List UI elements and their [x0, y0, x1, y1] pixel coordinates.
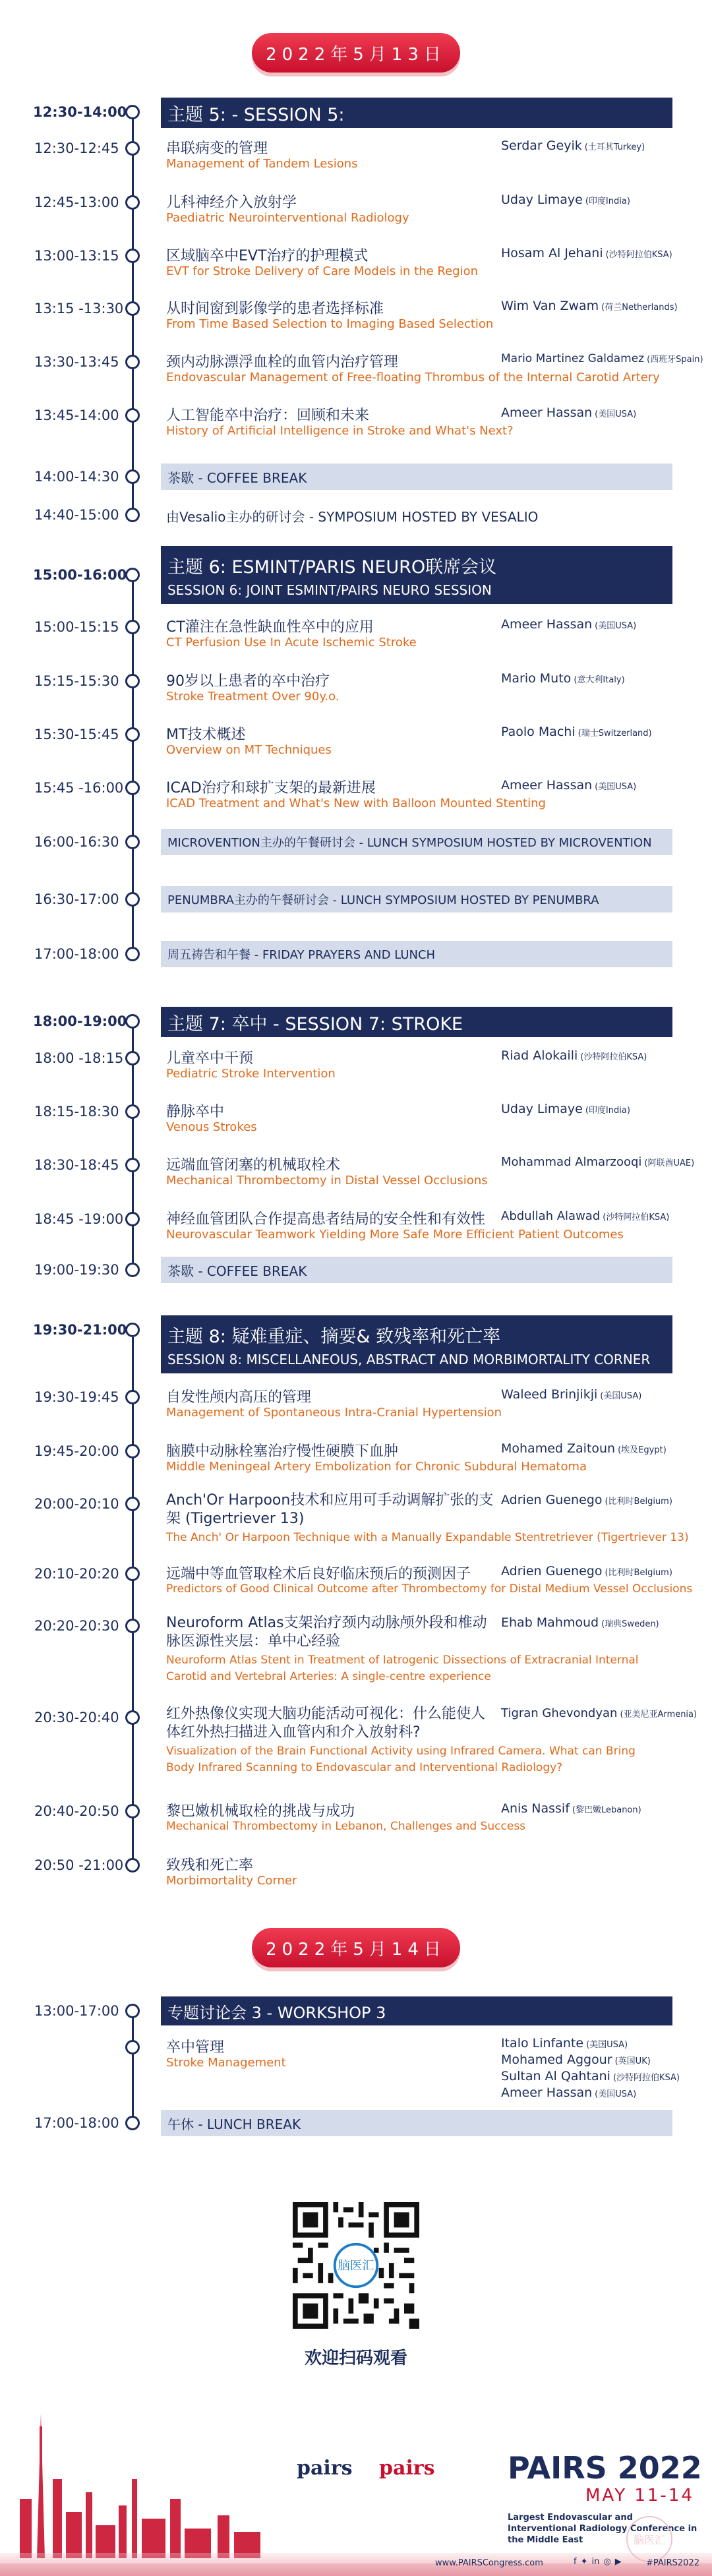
talk-title-en: ICAD Treatment and What's New with Balloon Mounted Stenting — [166, 796, 546, 810]
session-subtitle: SESSION 8: MISCELLANEOUS, ABSTRACT AND MORBIMORTALITY CORNER — [167, 1351, 651, 1367]
break-time: 14:00-14:30 — [34, 469, 119, 485]
prayer-bar: 周五祷告和午餐 - FRIDAY PRAYERS AND LUNCH — [161, 941, 672, 967]
talk-time: 20:10-20:20 — [34, 1566, 119, 1582]
timeline-dot — [125, 1710, 140, 1725]
talk-time: 20:30-20:40 — [34, 1710, 119, 1725]
timeline-dot — [125, 1263, 140, 1277]
qr-caption: 欢迎扫码观看 — [304, 2349, 407, 2368]
talk-time: 18:30-18:45 — [34, 1157, 119, 1173]
speaker-country: (美国USA) — [586, 2040, 628, 2050]
timeline-dot — [125, 892, 140, 907]
brand-tagline: Largest Endovascular and Interventional Radiology Conference in the Middle East — [508, 2513, 697, 2545]
brand-title: PAIRS 2022 — [508, 2450, 702, 2486]
talk-title-zh: 远端中等血管取栓术后良好临床预后的预测因子 — [166, 1566, 471, 1582]
speaker — [501, 1801, 641, 1816]
speaker-country: (比利时Belgium) — [605, 1568, 672, 1578]
speaker — [501, 138, 645, 153]
talk-title-en: Stroke Treatment Over 90y.o. — [166, 690, 340, 704]
speaker-name: Abdullah Alawad — [501, 1209, 601, 1223]
talk-time: 18:45 -19:00 — [34, 1211, 124, 1227]
timeline-dot — [125, 1051, 140, 1065]
twitter-icon[interactable]: ✦ — [580, 2557, 588, 2567]
website-link[interactable]: www.PAIRSCongress.com — [435, 2558, 543, 2568]
speaker-country: (英国UK) — [614, 2056, 651, 2066]
session-subtitle: SESSION 6: JOINT ESMINT/PAIRS NEURO SESSION — [167, 582, 492, 598]
facebook-icon[interactable]: f — [574, 2557, 577, 2567]
speaker — [501, 405, 636, 420]
speaker — [501, 2085, 636, 2100]
talk-title-zh: 致残和死亡率 — [166, 1857, 254, 1874]
speaker-name: Uday Limaye — [501, 193, 583, 207]
talk-title-en: Management of Spontaneous Intra-Cranial Hypertension — [166, 1406, 502, 1420]
talk-title-zh: 脑膜中动脉栓塞治疗慢性硬膜下血肿 — [166, 1443, 399, 1460]
date-pill-day1: 2022年5月13日 — [252, 33, 460, 73]
talk-time: 20:40-20:50 — [34, 1803, 119, 1819]
speaker-name: Mohamed Aggour — [501, 2052, 612, 2067]
workshop-header — [161, 1996, 672, 2025]
speaker-name: Ameer Hassan — [501, 778, 593, 793]
talk-time: 15:00-15:15 — [34, 619, 119, 635]
prayer-time: 17:00-18:00 — [34, 946, 119, 962]
talk-time: 15:30-15:45 — [34, 727, 119, 742]
timeline-dot — [125, 1497, 140, 1511]
timeline-dot — [125, 1104, 140, 1119]
lunch-time: 17:00-18:00 — [34, 2115, 119, 2131]
speaker-country: (印度India) — [585, 1106, 630, 1116]
speaker — [501, 617, 636, 632]
talk-time: 19:30-19:45 — [34, 1389, 119, 1405]
speaker-name: Riad Alokaili — [501, 1048, 578, 1063]
timeline-line — [132, 2011, 134, 2123]
talk-time: 15:15-15:30 — [34, 673, 119, 689]
coffee-break-bar: 茶歇 - COFFEE BREAK — [161, 1257, 672, 1283]
social-icons — [574, 2557, 622, 2567]
qr-center-label: 脑医汇 — [338, 2259, 374, 2273]
talk-title-zh: 儿科神经介入放射学 — [166, 195, 297, 211]
speaker-country: (亚美尼亚Armenia) — [620, 1710, 697, 1720]
hashtag: #PAIRS2022 — [646, 2558, 699, 2568]
speaker-country: (瑞士Switzerland) — [578, 729, 652, 738]
talk-title-en: EVT for Stroke Delivery of Care Models in the Region — [166, 264, 479, 278]
speaker-name: Sultan Al Qahtani — [501, 2069, 610, 2083]
speaker — [501, 1387, 641, 1402]
timeline-dot — [125, 620, 140, 634]
talk-title-en: CT Perfusion Use In Acute Ischemic Stroke — [166, 636, 417, 649]
talk-time: 20:20-20:30 — [34, 1618, 119, 1634]
session-title: 主题 7: 卒中 - SESSION 7: STROKE — [167, 1013, 463, 1034]
brand-dates: MAY 11-14 — [585, 2486, 694, 2505]
speaker-country: (沙特阿拉伯KSA) — [612, 2073, 680, 2083]
talk-time: 20:50 -21:00 — [34, 1857, 124, 1873]
talk-time: 13:30-13:45 — [34, 354, 119, 370]
timeline-line — [132, 112, 134, 521]
pairs-logo-2: pairs — [379, 2457, 435, 2480]
speaker-country: (埃及Egypt) — [618, 1445, 667, 1455]
speaker-country: (比利时Belgium) — [605, 1497, 672, 1507]
speaker-country: (沙特阿拉伯KSA) — [580, 1052, 647, 1062]
lunch-time: 16:00-16:30 — [34, 834, 119, 850]
lunch-break-bar: 午休 - LUNCH BREAK — [161, 2110, 672, 2136]
talk-title-en: Predictors of Good Clinical Outcome after Thrombectomy for Distal Medium Vessel Occlusions — [166, 1582, 693, 1596]
talk-title-zh: Neuroform Atlas支架治疗颈内动脉颅外段和椎动脉医源性夹层：单中心经验 — [166, 1615, 487, 1650]
speaker-country: (瑞典Sweden) — [601, 1619, 659, 1629]
talk-title-zh: 儿童卒中干预 — [166, 1050, 254, 1067]
speaker-country: (美国USA) — [600, 1391, 642, 1401]
speaker-country: (沙特阿拉伯KSA) — [605, 250, 672, 260]
date-pill-day2: 2022年5月14日 — [252, 1928, 460, 1967]
timeline-dot — [125, 835, 140, 849]
speaker — [501, 1048, 647, 1063]
session-header — [161, 1315, 672, 1373]
speaker — [501, 246, 672, 260]
speaker — [501, 1564, 672, 1578]
speaker — [501, 2069, 680, 2083]
talk-title-zh: ICAD治疗和球扩支架的最新进展 — [166, 780, 376, 796]
speaker-name: Italo Linfante — [501, 2036, 584, 2051]
speaker — [501, 299, 678, 313]
speaker-name: Mario Muto — [501, 671, 572, 686]
speaker-country: (意大利Italy) — [574, 675, 625, 685]
speaker-name: Paolo Machi — [501, 725, 576, 739]
timeline-dot — [125, 1323, 140, 1337]
speaker-country: (美国USA) — [595, 2089, 637, 2099]
talk-title-en: Endovascular Management of Free-floating Thrombus of the Internal Carotid Artery — [166, 371, 660, 384]
speaker — [501, 1706, 697, 1720]
talk-title-en: Neuroform Atlas Stent in Treatment of Iatrogenic Dissections of Extracranial Internal Carotid and Vertebral Arteries: A single-centre experience — [166, 1654, 639, 1683]
talk-title-zh: 区域脑卒中EVT治疗的护理模式 — [166, 248, 369, 264]
qr-code-graphic — [293, 2202, 419, 2329]
talk-title-en: From Time Based Selection to Imaging Based Selection — [166, 317, 494, 331]
timeline-dot — [125, 2004, 140, 2018]
session-time: 15:00-16:00 — [33, 567, 127, 583]
break-time: 19:00-19:30 — [34, 1262, 119, 1278]
speaker — [501, 193, 630, 207]
pairs-logo-1: pairs — [297, 2457, 353, 2480]
speaker-name: Ehab Mahmoud — [501, 1615, 599, 1630]
speaker-country: (土耳其Turkey) — [584, 142, 645, 152]
lunch-symposium-bar: PENUMBRA主办的午餐研讨会 - LUNCH SYMPOSIUM HOSTED BY PENUMBRA — [161, 886, 672, 913]
timeline-dot — [125, 1390, 140, 1404]
talk-time: 18:00 -18:15 — [34, 1050, 124, 1066]
speaker-country: (沙特阿拉伯KSA) — [603, 1213, 670, 1222]
watermark-badge: 脑医汇 — [626, 2516, 672, 2562]
talk-title-zh: 颈内动脉漂浮血栓的血管内治疗管理 — [166, 354, 399, 371]
talk-title-zh: 黎巴嫩机械取栓的挑战与成功 — [166, 1803, 355, 1820]
speaker-name: Ameer Hassan — [501, 617, 593, 632]
footer — [0, 2400, 712, 2576]
speaker — [501, 1615, 659, 1630]
talk-time: 15:45 -16:00 — [34, 780, 124, 796]
speaker-name: Waleed Brinjikji — [501, 1387, 598, 1402]
speaker-name: Anis Nassif — [501, 1801, 570, 1816]
talk-title-en: Venous Strokes — [166, 1120, 257, 1134]
timeline-dot — [125, 674, 140, 688]
symposium-time: 14:40-15:00 — [34, 507, 119, 523]
talk-title-zh: Anch'Or Harpoon技术和应用可手动调解扩张的支架 (Tigertriever 13) — [166, 1492, 494, 1527]
talk-time: 13:00-13:15 — [34, 248, 119, 264]
speaker-name: Adrien Guenego — [501, 1493, 603, 1507]
session-title: 主题 6: ESMINT/PARIS NEURO联席会议 — [167, 556, 497, 578]
timeline-line — [132, 1337, 134, 1871]
talk-time: 12:30-12:45 — [34, 140, 119, 156]
speaker-name: Wim Van Zwam — [501, 299, 599, 313]
session-header — [161, 546, 672, 604]
timeline-dot — [125, 1567, 140, 1581]
instagram-icon[interactable]: ◎ — [603, 2557, 611, 2567]
lunch-time: 16:30-17:00 — [34, 891, 119, 907]
timeline-dot — [125, 355, 140, 369]
timeline-dot — [125, 1804, 140, 1818]
speaker — [501, 2036, 628, 2051]
speaker-name: Mario Martinez Galdamez — [501, 352, 645, 365]
timeline-dot — [125, 1444, 140, 1458]
session-title: 主题 8: 疑难重症、摘要& 致残率和死亡率 — [167, 1326, 501, 1347]
talk-title-en: Middle Meningeal Artery Embolization for Chronic Subdural Hematoma — [166, 1460, 587, 1474]
talk-title-en: Overview on MT Techniques — [166, 743, 332, 757]
speaker-country: (美国USA) — [595, 782, 637, 792]
talk-time: 13:15 -13:30 — [34, 301, 124, 316]
speaker-name: Ameer Hassan — [501, 2085, 593, 2100]
speaker — [501, 671, 625, 686]
talk-title-zh: 从时间窗到影像学的患者选择标准 — [166, 301, 384, 317]
talk-title-zh: 红外热像仪实现大脑功能活动可视化：什么能使人体红外热扫描进入血管内和介入放射科? — [166, 1706, 486, 1741]
talk-title-en: Visualization of the Brain Functional Activity using Infrared Camera. What can Bring Body Infrared Scanning to Endovascular and Interventional Radiology? — [166, 1745, 636, 1774]
linkedin-icon[interactable]: in — [591, 2557, 600, 2567]
talk-title-zh: 人工智能卒中治疗：回顾和未来 — [166, 407, 370, 424]
speaker — [501, 1155, 694, 1169]
lunch-symposium-bar: MICROVENTION主办的午餐研讨会 - LUNCH SYMPOSIUM HOSTED BY MICROVENTION — [161, 829, 672, 855]
speaker — [501, 1441, 667, 1456]
speaker — [501, 725, 652, 739]
talk-title-en: Mechanical Thrombectomy in Distal Vessel Occlusions — [166, 1174, 488, 1187]
timeline-dot — [125, 2040, 140, 2054]
talk-title-zh: 静脉卒中 — [166, 1104, 225, 1120]
speaker-country: (阿联酋UAE) — [644, 1158, 695, 1168]
speaker-country: (印度India) — [585, 196, 630, 206]
workshop-time: 13:00-17:00 — [34, 2003, 119, 2019]
talk-title-en: Neurovascular Teamwork Yielding More Safe More Efficient Patient Outcomes — [166, 1228, 624, 1242]
session-header — [161, 1007, 672, 1037]
talk-title-en: Paediatric Neurointerventional Radiology — [166, 211, 409, 225]
talk-title-zh: CT灌注在急性缺血性卒中的应用 — [166, 619, 374, 636]
talk-time: 13:45-14:00 — [34, 407, 119, 423]
talk-title-zh: 卒中管理 — [166, 2039, 225, 2056]
timeline-dot — [125, 408, 140, 423]
talk-title-en: Management of Tandem Lesions — [166, 157, 358, 171]
session-time: 19:30-21:00 — [33, 1322, 127, 1338]
speaker-name: Hosam Al Jehani — [501, 246, 603, 260]
session-time: 12:30-14:00 — [33, 104, 127, 120]
timeline-dot — [125, 1619, 140, 1633]
timeline-dot — [125, 469, 140, 484]
talk-title-en: History of Artificial Intelligence in Stroke and What's Next? — [166, 424, 514, 438]
qr-code[interactable] — [293, 2202, 419, 2329]
session-time: 18:00-19:00 — [33, 1013, 127, 1029]
speaker-name: Mohamed Zaitoun — [501, 1441, 616, 1456]
talk-title-zh: 串联病变的管理 — [166, 140, 268, 157]
talk-title-en: Morbimortality Corner — [166, 1874, 297, 1888]
speaker-name: Uday Limaye — [501, 1102, 583, 1116]
speaker — [501, 1102, 630, 1116]
talk-time: 19:45-20:00 — [34, 1443, 119, 1459]
speaker-country: (美国USA) — [595, 621, 637, 631]
speaker-name: Serdar Geyik — [501, 138, 582, 153]
talk-title-zh: 90岁以上患者的卒中治疗 — [166, 673, 330, 690]
talk-title-zh: 神经血管团队合作提高患者结局的安全性和有效性 — [166, 1211, 486, 1228]
timeline-dot — [125, 781, 140, 795]
timeline-dot — [125, 1014, 140, 1029]
symposium-label: 由Vesalio主办的研讨会 - SYMPOSIUM HOSTED BY VESALIO — [166, 509, 539, 525]
timeline-dot — [125, 568, 140, 582]
speaker-name: Tigran Ghevondyan — [501, 1706, 618, 1720]
timeline-dot — [125, 301, 140, 316]
speaker — [501, 778, 636, 793]
talk-title-zh: 远端血管闭塞的机械取栓术 — [166, 1157, 341, 1174]
talk-title-en: Mechanical Thrombectomy in Lebanon, Challenges and Success — [166, 1820, 526, 1833]
talk-title-zh: 自发性颅内高压的管理 — [166, 1389, 312, 1406]
timeline-dot — [125, 1858, 140, 1872]
speaker-country: (黎巴嫩Lebanon) — [572, 1805, 641, 1815]
timeline-dot — [125, 105, 140, 119]
talk-time: 20:00-20:10 — [34, 1496, 119, 1512]
timeline-dot — [125, 508, 140, 522]
speaker — [501, 1493, 672, 1507]
speaker-country: (荷兰Netherlands) — [601, 303, 678, 313]
speaker-name: Ameer Hassan — [501, 405, 593, 420]
talk-title-en: The Anch' Or Harpoon Technique with a Manually Expandable Stentretriever (Tigertriever 13) — [166, 1531, 689, 1544]
talk-time: 18:15-18:30 — [34, 1104, 119, 1120]
talk-title-en: Pediatric Stroke Intervention — [166, 1067, 336, 1081]
speaker-name: Mohammad Almarzooqi — [501, 1155, 642, 1169]
workshop-title: 专题讨论会 3 - WORKSHOP 3 — [167, 2003, 386, 2022]
timeline-dot — [125, 1212, 140, 1226]
coffee-break-bar: 茶歇 - COFFEE BREAK — [161, 464, 672, 490]
speaker — [501, 352, 703, 365]
speaker-country: (美国USA) — [595, 409, 637, 419]
timeline-dot — [125, 947, 140, 961]
timeline-dot — [125, 195, 140, 210]
speaker — [501, 1209, 669, 1223]
session-header — [161, 98, 672, 128]
speaker-country: (西班牙Spain) — [647, 355, 703, 365]
timeline-dot — [125, 727, 140, 742]
speaker — [501, 2052, 651, 2067]
youtube-icon[interactable]: ▶ — [614, 2557, 622, 2567]
talk-title-zh: MT技术概述 — [166, 727, 246, 743]
talk-title-en: Stroke Management — [166, 2056, 286, 2070]
timeline-dot — [125, 2116, 140, 2130]
timeline-dot — [125, 249, 140, 263]
speaker-name: Adrien Guenego — [501, 1564, 603, 1578]
talk-time: 12:45-13:00 — [34, 195, 119, 210]
timeline-dot — [125, 141, 140, 156]
timeline-dot — [125, 1158, 140, 1172]
session-title: 主题 5: - SESSION 5: — [167, 104, 345, 125]
